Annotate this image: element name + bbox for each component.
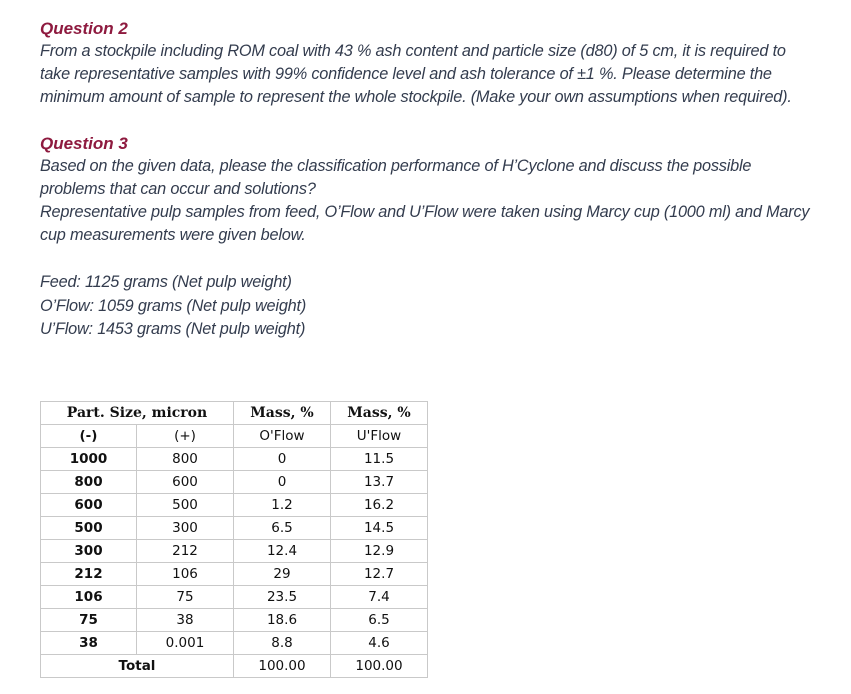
table-subheader-row xyxy=(41,425,428,448)
oflow-weight: O’Flow: 1059 grams (Net pulp weight) xyxy=(40,296,307,315)
cell-minus: 212 xyxy=(41,563,137,586)
table-row xyxy=(41,563,428,586)
feed-weight: Feed: 1125 grams (Net pulp weight) xyxy=(40,273,292,291)
cell-minus: 600 xyxy=(41,494,137,517)
cell-uflow: 11.5 xyxy=(331,448,428,471)
cell-minus: 106 xyxy=(41,586,137,609)
cell-plus: 75 xyxy=(137,586,234,609)
cell-uflow: 13.7 xyxy=(331,471,428,494)
cell-uflow: 4.6 xyxy=(331,632,428,655)
question-3-text-1: Based on the given data, please the classification performance of H’Cyclone and discuss the possible problems that can occur and solutions? xyxy=(40,157,752,198)
total-oflow: 100.00 xyxy=(234,655,331,678)
cell-oflow: 6.5 xyxy=(234,517,331,540)
cell-minus: 38 xyxy=(41,632,137,655)
header-mass-uflow: Mass, % xyxy=(331,402,428,425)
cell-plus: 800 xyxy=(137,448,234,471)
cell-minus: 75 xyxy=(41,609,137,632)
cell-oflow: 0 xyxy=(234,471,331,494)
cell-uflow: 12.9 xyxy=(331,540,428,563)
cell-oflow: 8.8 xyxy=(234,632,331,655)
table-row xyxy=(41,609,428,632)
cell-plus: 212 xyxy=(137,540,234,563)
cell-plus: 106 xyxy=(137,563,234,586)
question-2-title: Question 2 xyxy=(40,19,128,38)
cell-oflow: 0 xyxy=(234,448,331,471)
cell-uflow: 12.7 xyxy=(331,563,428,586)
cell-oflow: 18.6 xyxy=(234,609,331,632)
subheader-plus: (+) xyxy=(137,425,234,448)
total-uflow: 100.00 xyxy=(331,655,428,678)
subheader-minus: (-) xyxy=(41,425,137,448)
cell-plus: 38 xyxy=(137,609,234,632)
cell-plus: 600 xyxy=(137,471,234,494)
cell-minus: 1000 xyxy=(41,448,137,471)
header-part-size: Part. Size, micron xyxy=(41,402,234,425)
table-row xyxy=(41,540,428,563)
cell-uflow: 16.2 xyxy=(331,494,428,517)
cell-minus: 300 xyxy=(41,540,137,563)
pulp-weights xyxy=(40,271,810,342)
uflow-weight: U’Flow: 1453 grams (Net pulp weight) xyxy=(40,320,306,338)
table-header-row xyxy=(41,402,428,425)
total-label: Total xyxy=(41,655,234,678)
cell-uflow: 14.5 xyxy=(331,517,428,540)
header-mass-oflow: Mass, % xyxy=(234,402,331,425)
cell-oflow: 29 xyxy=(234,563,331,586)
subheader-uflow: U'Flow xyxy=(331,425,428,448)
question-2-text: From a stockpile including ROM coal with 43 % ash content and particle size (d80) of 5 cm, it is required to take representative samples with 99% confidence level and ash tolerance of ±1 %. Please determine the minimum amount of sample to represent the whole stockpile. (Make your own assumptions when required). xyxy=(40,42,792,106)
table-row xyxy=(41,517,428,540)
cell-oflow: 23.5 xyxy=(234,586,331,609)
document-body xyxy=(40,18,810,342)
cell-oflow: 12.4 xyxy=(234,540,331,563)
cell-plus: 0.001 xyxy=(137,632,234,655)
question-3-text-2: Representative pulp samples from feed, O’Flow and U’Flow were taken using Marcy cup (1000 ml) and Marcy cup measurements were given below. xyxy=(40,203,810,244)
cell-minus: 800 xyxy=(41,471,137,494)
size-distribution-table xyxy=(40,401,428,678)
cell-uflow: 7.4 xyxy=(331,586,428,609)
cell-minus: 500 xyxy=(41,517,137,540)
cell-plus: 500 xyxy=(137,494,234,517)
table-row xyxy=(41,586,428,609)
question-3-title: Question 3 xyxy=(40,134,128,153)
table-row xyxy=(41,494,428,517)
table-row xyxy=(41,632,428,655)
cell-oflow: 1.2 xyxy=(234,494,331,517)
cell-uflow: 6.5 xyxy=(331,609,428,632)
cell-plus: 300 xyxy=(137,517,234,540)
table-total-row xyxy=(41,655,428,678)
table-row xyxy=(41,448,428,471)
subheader-oflow: O'Flow xyxy=(234,425,331,448)
table-row xyxy=(41,471,428,494)
